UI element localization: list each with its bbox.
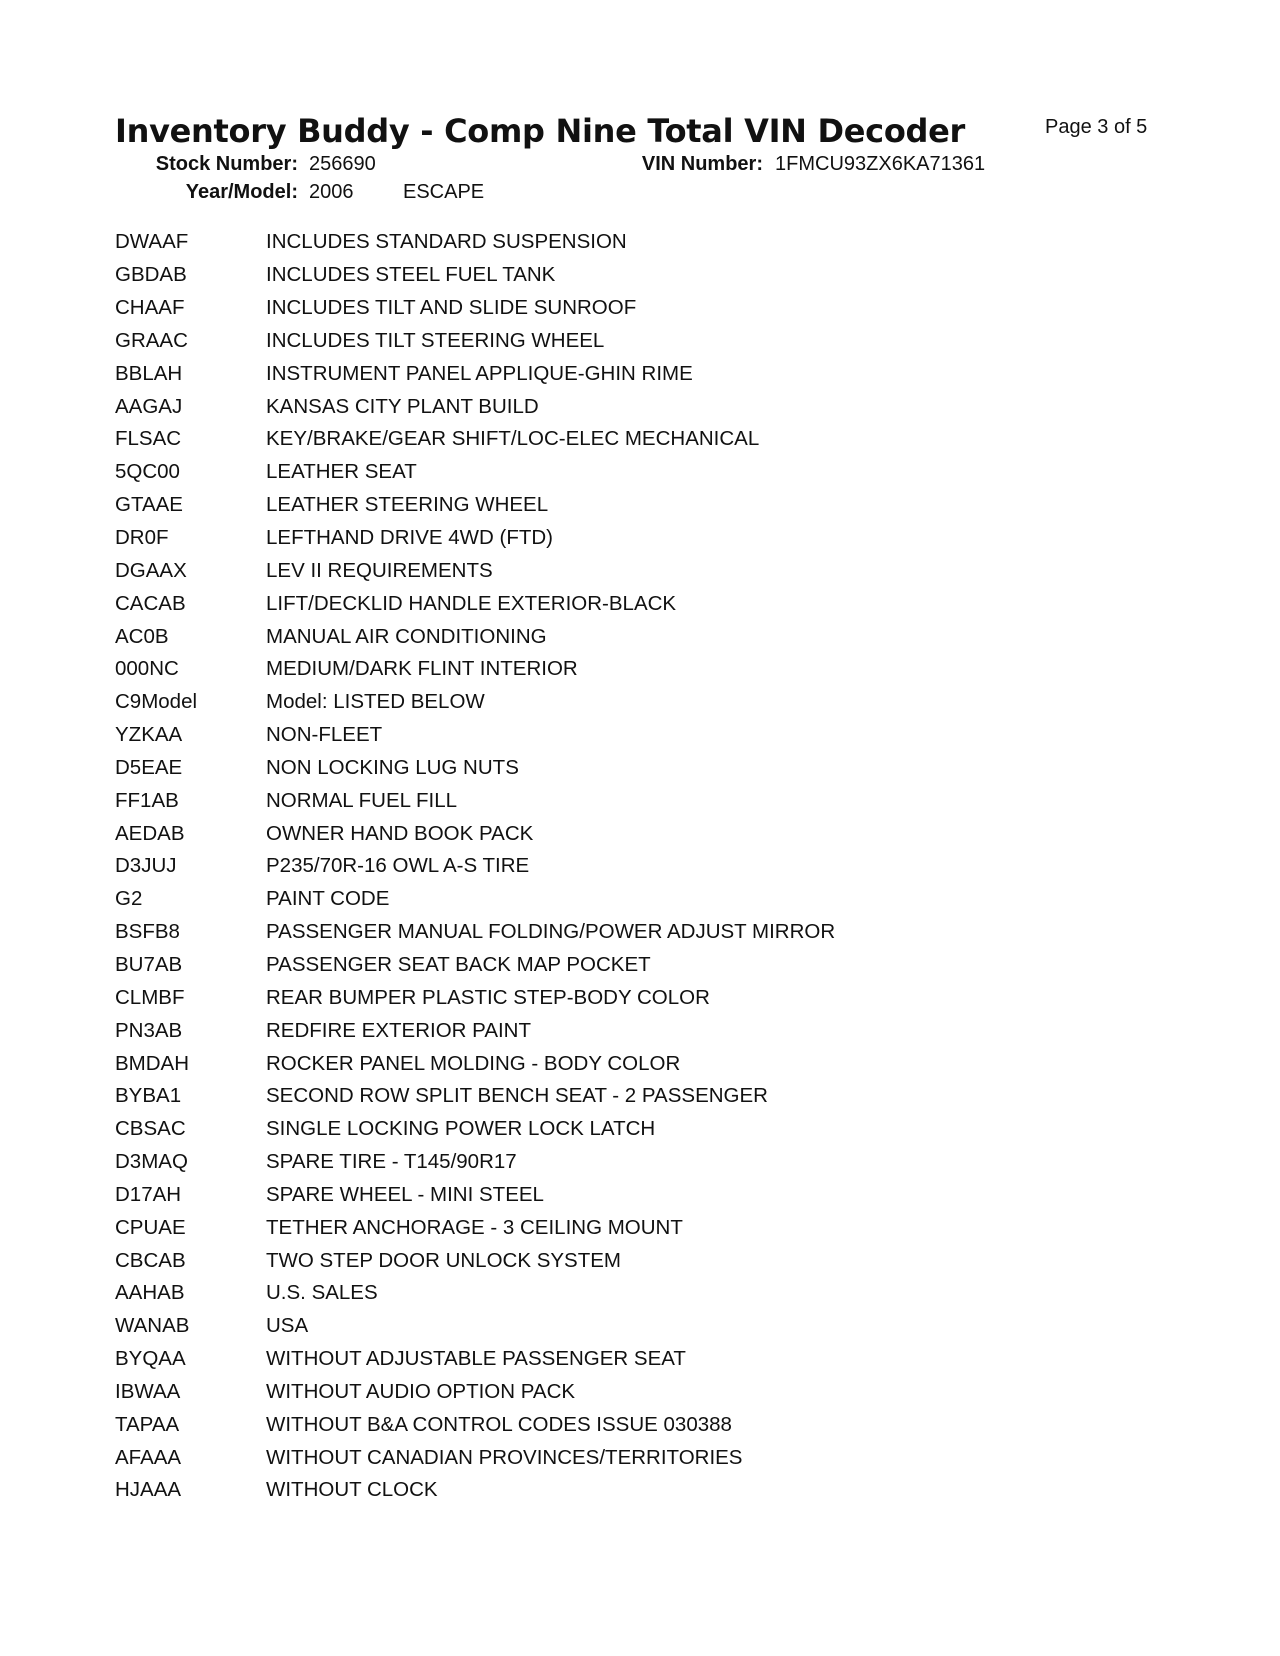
option-description: WITHOUT CLOCK	[266, 1478, 438, 1502]
option-code: GBDAB	[115, 263, 187, 287]
option-description: MEDIUM/DARK FLINT INTERIOR	[266, 657, 578, 681]
option-description: LEFTHAND DRIVE 4WD (FTD)	[266, 526, 553, 550]
option-description: NON-FLEET	[266, 723, 383, 747]
option-row	[115, 390, 1115, 423]
stock-number-value: 256690	[309, 153, 376, 175]
option-code: DR0F	[115, 526, 169, 550]
option-row	[115, 357, 1115, 390]
option-description: WITHOUT AUDIO OPTION PACK	[266, 1379, 576, 1403]
option-description: TWO STEP DOOR UNLOCK SYSTEM	[266, 1248, 621, 1272]
option-row	[115, 784, 1115, 817]
option-description: SPARE WHEEL - MINI STEEL	[266, 1182, 544, 1206]
option-code: CPUAE	[115, 1215, 186, 1239]
option-row	[115, 686, 1115, 719]
option-row	[115, 981, 1115, 1014]
option-row	[115, 1047, 1115, 1080]
option-description: KANSAS CITY PLANT BUILD	[266, 394, 539, 418]
year-model-label: Year/Model:	[185, 181, 298, 203]
option-code: FLSAC	[115, 427, 182, 451]
option-row	[115, 1178, 1115, 1211]
option-row	[115, 587, 1115, 620]
option-description: KEY/BRAKE/GEAR SHIFT/LOC-ELEC MECHANICAL	[266, 427, 760, 451]
option-description: PASSENGER SEAT BACK MAP POCKET	[266, 952, 651, 976]
option-row	[115, 554, 1115, 587]
option-description: P235/70R-16 OWL A-S TIRE	[266, 854, 530, 878]
option-description: PAINT CODE	[266, 887, 390, 911]
option-description: SPARE TIRE - T145/90R17	[266, 1150, 517, 1174]
option-row	[115, 1211, 1115, 1244]
option-description: INCLUDES TILT AND SLIDE SUNROOF	[266, 296, 637, 320]
option-code: AFAAA	[115, 1445, 182, 1469]
option-description: SINGLE LOCKING POWER LOCK LATCH	[266, 1117, 656, 1141]
option-row	[115, 1310, 1115, 1343]
page-indicator: Page 3 of 5	[1045, 116, 1148, 138]
vin-number-value: 1FMCU93ZX6KA71361	[775, 153, 986, 175]
option-code: 000NC	[115, 657, 179, 681]
option-code: BMDAH	[115, 1051, 190, 1075]
option-description: Model: LISTED BELOW	[266, 690, 485, 714]
option-row	[115, 325, 1115, 358]
option-code: GRAAC	[115, 328, 188, 352]
option-description: INCLUDES STEEL FUEL TANK	[266, 263, 556, 287]
option-code: HJAAA	[115, 1478, 182, 1502]
option-description: LEATHER SEAT	[266, 460, 417, 484]
option-code: 5QC00	[115, 460, 180, 484]
option-row	[115, 456, 1115, 489]
option-code: TAPAA	[115, 1412, 180, 1436]
option-code: DGAAX	[115, 558, 187, 582]
option-code: G2	[115, 887, 143, 911]
option-row	[115, 949, 1115, 982]
report-title: Inventory Buddy - Comp Nine Total VIN Decoder	[115, 112, 966, 150]
option-code: BYQAA	[115, 1347, 186, 1371]
option-row	[115, 1146, 1115, 1179]
option-description: TETHER ANCHORAGE - 3 CEILING MOUNT	[266, 1215, 683, 1239]
option-row	[115, 752, 1115, 785]
option-description: PASSENGER MANUAL FOLDING/POWER ADJUST MIRROR	[266, 920, 836, 944]
option-code: D3JUJ	[115, 854, 177, 878]
option-description: INCLUDES TILT STEERING WHEEL	[266, 328, 605, 352]
option-code: IBWAA	[115, 1379, 181, 1403]
option-description: INCLUDES STANDARD SUSPENSION	[266, 230, 627, 254]
option-row	[115, 1376, 1115, 1409]
vin-number-label: VIN Number:	[641, 153, 763, 175]
option-description: OWNER HAND BOOK PACK	[266, 821, 534, 845]
option-row	[115, 719, 1115, 752]
option-code: BSFB8	[115, 920, 180, 944]
option-description: WITHOUT CANADIAN PROVINCES/TERRITORIES	[266, 1445, 743, 1469]
option-row	[115, 522, 1115, 555]
option-code: AAGAJ	[115, 394, 183, 418]
option-row	[115, 259, 1115, 292]
option-code: D5EAE	[115, 755, 183, 779]
option-code: FF1AB	[115, 788, 179, 812]
option-code: BYBA1	[115, 1084, 182, 1108]
option-code: PN3AB	[115, 1018, 183, 1042]
option-description: LEV II REQUIREMENTS	[266, 558, 493, 582]
option-row	[115, 1014, 1115, 1047]
option-code: CACAB	[115, 591, 186, 615]
option-row	[115, 1408, 1115, 1441]
option-row	[115, 653, 1115, 686]
option-code: AEDAB	[115, 821, 185, 845]
option-description: WITHOUT ADJUSTABLE PASSENGER SEAT	[266, 1347, 686, 1371]
option-code: CHAAF	[115, 296, 185, 320]
option-code: AC0B	[115, 624, 169, 648]
option-row	[115, 292, 1115, 325]
option-description: ROCKER PANEL MOLDING - BODY COLOR	[266, 1051, 681, 1075]
option-description: USA	[266, 1314, 309, 1338]
option-row	[115, 883, 1115, 916]
option-row	[115, 1343, 1115, 1376]
option-code: CBCAB	[115, 1248, 186, 1272]
option-row	[115, 850, 1115, 883]
year-value: 2006	[309, 181, 354, 203]
option-code: DWAAF	[115, 230, 189, 254]
option-row	[115, 423, 1115, 456]
option-description: WITHOUT B&A CONTROL CODES ISSUE 030388	[266, 1412, 732, 1436]
option-row	[115, 1441, 1115, 1474]
option-description: SECOND ROW SPLIT BENCH SEAT - 2 PASSENGER	[266, 1084, 768, 1108]
option-code: D3MAQ	[115, 1150, 188, 1174]
model-value: ESCAPE	[403, 181, 485, 203]
option-row	[115, 226, 1115, 259]
option-code: C9Model	[115, 690, 198, 714]
option-row	[115, 817, 1115, 850]
option-code-list	[115, 226, 1115, 1507]
option-row	[115, 1277, 1115, 1310]
option-description: LEATHER STEERING WHEEL	[266, 493, 549, 517]
option-row	[115, 1474, 1115, 1507]
option-description: REAR BUMPER PLASTIC STEP-BODY COLOR	[266, 985, 710, 1009]
option-description: LIFT/DECKLID HANDLE EXTERIOR-BLACK	[266, 591, 677, 615]
option-row	[115, 489, 1115, 522]
option-row	[115, 916, 1115, 949]
option-row	[115, 1244, 1115, 1277]
option-code: WANAB	[115, 1314, 190, 1338]
option-code: CBSAC	[115, 1117, 186, 1141]
option-row	[115, 1113, 1115, 1146]
option-description: U.S. SALES	[266, 1281, 378, 1305]
option-description: NON LOCKING LUG NUTS	[266, 755, 519, 779]
option-row	[115, 1080, 1115, 1113]
option-description: INSTRUMENT PANEL APPLIQUE-GHIN RIME	[266, 361, 693, 385]
option-code: GTAAE	[115, 493, 183, 517]
option-row	[115, 620, 1115, 653]
option-description: NORMAL FUEL FILL	[266, 788, 457, 812]
option-code: CLMBF	[115, 985, 185, 1009]
stock-number-label: Stock Number:	[155, 153, 298, 175]
option-description: REDFIRE EXTERIOR PAINT	[266, 1018, 532, 1042]
option-code: AAHAB	[115, 1281, 185, 1305]
option-description: MANUAL AIR CONDITIONING	[266, 624, 547, 648]
option-code: YZKAA	[115, 723, 183, 747]
option-code: D17AH	[115, 1182, 182, 1206]
option-code: BU7AB	[115, 952, 183, 976]
option-code: BBLAH	[115, 361, 183, 385]
